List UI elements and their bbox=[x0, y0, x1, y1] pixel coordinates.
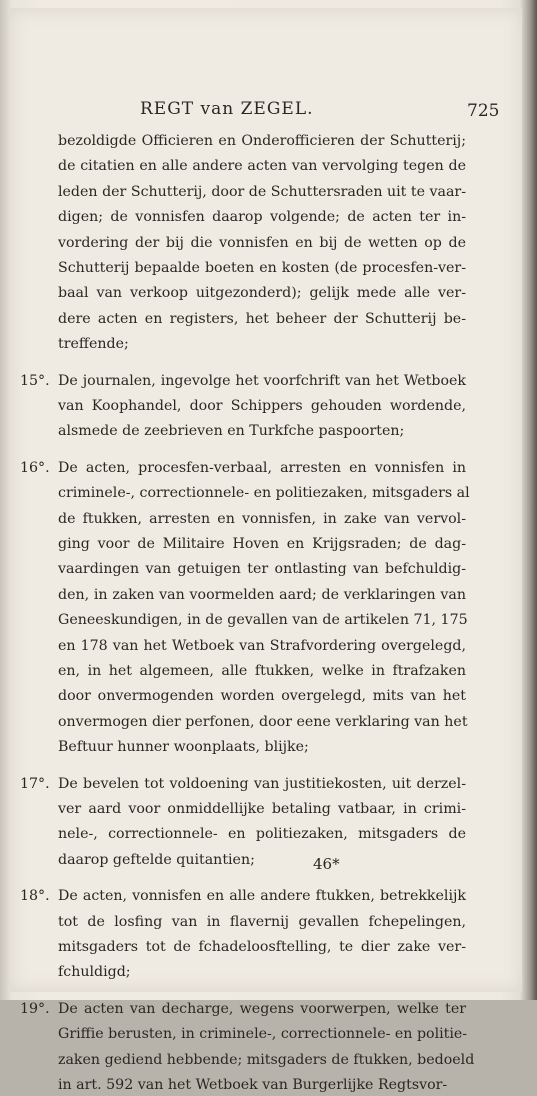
text-line: ging voor de Militaire Hoven en Krijgsraden; de dag- bbox=[58, 536, 466, 552]
text-line: vaardingen van getuigen ter ontlasting van befchuldig- bbox=[58, 561, 466, 578]
text-line: treffende; bbox=[58, 336, 129, 353]
text-line: nele-, correctionnele- en politiezaken, mitsgaders de bbox=[58, 826, 466, 843]
text-line: in art. 592 van het Wetboek van Burgerlijke Regtsvor- bbox=[58, 1077, 448, 1093]
text-line: Geneeskundigen, in de gevallen van de artikelen 71, 175 bbox=[58, 612, 468, 629]
text-line: digen; de vonnisfen daarop volgende; de acten ter in- bbox=[58, 209, 466, 226]
text-line: fchuldigd; bbox=[58, 964, 131, 981]
text-line: bezoldigde Officieren en Onderofficieren der Schutterij; bbox=[58, 133, 466, 149]
text-line: alsmede de zeebrieven en Turkfche paspoorten; bbox=[58, 423, 405, 440]
text-line: zaken gediend hebbende; mitsgaders de ftukken, bedoeld bbox=[58, 1051, 475, 1068]
text-line: De acten van decharge, wegens voorwerpen, welke ter bbox=[58, 1000, 466, 1017]
text-line: De bevelen tot voldoening van justitiekosten, uit derzel- bbox=[58, 775, 466, 792]
text-line: door onvermogenden worden overgelegd, mits van het bbox=[58, 688, 466, 705]
item-number: 18°. bbox=[20, 888, 50, 905]
page-number: 725 bbox=[467, 101, 500, 121]
text-line: baal van verkoop uitgezonderd); gelijk mede alle ver- bbox=[58, 285, 466, 302]
text-line: den, in zaken van voormelden aard; de verklaringen van bbox=[58, 586, 466, 603]
item-number: 16°. bbox=[20, 459, 50, 476]
item-number: 15°. bbox=[20, 372, 50, 389]
text-line: dere acten en registers, het beheer der Schutterij be- bbox=[58, 310, 466, 327]
text-line: tot de losfing van in flavernij gevallen fchepelingen, bbox=[58, 913, 466, 930]
text-line: daarop gefteldе quitantien; bbox=[58, 851, 255, 868]
text-line: De acten, vonnisfen en alle andere ftukken, betrekkelijk bbox=[58, 888, 466, 905]
item-number: 19°. bbox=[20, 1000, 50, 1017]
text-line: mitsgaders tot de fchadeloosftelling, te dier zake ver- bbox=[58, 939, 466, 955]
text-line: leden der Schutterij, door de Schuttersraden uit te vaar- bbox=[58, 183, 466, 200]
text-line: vordering der bij die vonnisfen en bij de wetten op de bbox=[58, 234, 466, 251]
text-line: de citatien en alle andere acten van vervolging tegen de bbox=[58, 158, 466, 175]
text-line: Beftuur hunner woonplaats, blijke; bbox=[58, 739, 309, 756]
item-number: 17°. bbox=[20, 775, 50, 792]
text-line: criminele-, correctionnele- en politiezaken, mitsgaders al bbox=[58, 485, 470, 502]
running-header bbox=[0, 99, 537, 123]
text-line: ver aard voor onmiddellijke betaling vatbaar, in crimi- bbox=[58, 801, 466, 817]
text-line: De journalen, ingevolge het voorfchrift van het Wetboek bbox=[58, 372, 466, 389]
text-line: De acten, procesfen-verbaal, arresten en vonnisfen in bbox=[58, 459, 466, 476]
text-line: en, in het algemeen, alle ftukken, welke in ftrafzaken bbox=[58, 663, 466, 679]
text-line: Schutterij bepaalde boeten en kosten (de procesfen-ver- bbox=[58, 260, 466, 276]
text-line: onvermogen dier perfonen, door eene verklaring van het bbox=[58, 713, 468, 730]
text-line: de ftukken, arresten en vonnisfen, in zake van vervol- bbox=[58, 510, 466, 527]
signature-mark: 46* bbox=[313, 855, 340, 873]
text-line: en 178 van het Wetboek van Strafvordering overgelegd, bbox=[58, 637, 466, 654]
header-title: REGT van ZEGEL. bbox=[140, 99, 314, 119]
text-line: van Koophandel, door Schippers gehouden wordende, bbox=[58, 398, 466, 414]
text-line: Griffie berusten, in criminele-, correctionnele- en politie- bbox=[58, 1026, 468, 1043]
